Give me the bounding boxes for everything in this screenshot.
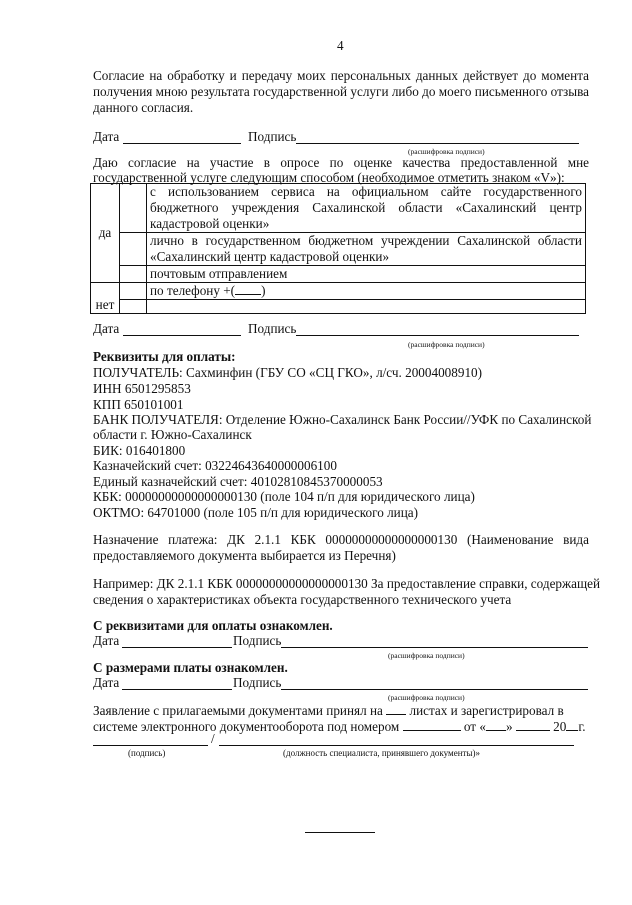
signature-label: Подпись [248, 129, 297, 144]
option-mail: почтовым отправлением [147, 266, 586, 283]
page-number: 4 [337, 38, 344, 53]
date-field[interactable] [123, 143, 241, 144]
payment-line: БИК: 016401800 [93, 443, 186, 458]
signature-field-2[interactable] [296, 335, 579, 336]
date-label-3: Дата [93, 633, 120, 648]
no-label: нет [91, 283, 120, 314]
signature-field[interactable] [296, 143, 579, 144]
decode-note: (расшифровка подписи) [408, 147, 485, 156]
date-label: Дата [93, 129, 120, 144]
date-label-4: Дата [93, 675, 120, 690]
signature-field-3[interactable] [281, 647, 588, 648]
survey-line2: государственной услуге следующим способом (необходимое отметить знаком «V»): [93, 170, 565, 185]
payment-line: Единый казначейский счет: 40102810845370000053 [93, 474, 383, 489]
date-field-3[interactable] [122, 647, 232, 648]
slash-separator: / [211, 731, 215, 746]
decode-note-3: (расшифровка подписи) [388, 651, 465, 660]
option-phone: по телефону +( ) [147, 283, 586, 300]
checkbox-site[interactable] [120, 184, 147, 233]
option-in-person: лично в государственном бюджетном учреждении Сахалинской области «Сахалинский центр кадастровой оценки» [147, 233, 586, 266]
sheet-count-field[interactable] [386, 714, 406, 715]
survey-line1: Даю согласие на участие в опросе по оценке качества предоставленной мне [93, 155, 589, 170]
signature-label-4: Подпись [233, 675, 282, 690]
checkbox-mail[interactable] [120, 266, 147, 283]
payment-line: Казначейский счет: 03224643640000006100 [93, 458, 337, 473]
registration-number-field[interactable] [403, 730, 461, 731]
checkbox-in-person[interactable] [120, 233, 147, 266]
sign-caption: (подпись) [128, 748, 166, 758]
date-label-2: Дата [93, 321, 120, 336]
registrar-position-field[interactable] [219, 745, 574, 746]
consent-period-line3: данного согласия. [93, 100, 194, 115]
option-none-cell [147, 300, 586, 314]
payment-line: КБК: 00000000000000000130 (поле 104 п/п для юридического лица) [93, 489, 475, 504]
payment-line: ОКТМО: 64701000 (поле 105 п/п для юридического лица) [93, 505, 419, 520]
consent-period-line2: получения мною результата государственной услуги либо до моего письменного отзыва [93, 84, 589, 99]
decode-note-4: (расшифровка подписи) [388, 693, 465, 702]
payment-example-line2: сведения о характеристиках объекта государственного технического учета [93, 592, 512, 607]
details-ack-title: С реквизитами для оплаты ознакомлен. [93, 618, 333, 633]
payment-line: области г. Южно-Сахалинск [93, 427, 252, 442]
checkbox-phone[interactable] [120, 283, 147, 300]
position-caption: (должность специалиста, принявшего документы)» [283, 748, 481, 758]
survey-options-table [90, 183, 586, 314]
decode-note-2: (расшифровка подписи) [408, 340, 485, 349]
yes-label: да [91, 184, 120, 283]
fees-ack-title: С размерами платы ознакомлен. [93, 660, 288, 675]
consent-period-line1: Согласие на обработку и передачу моих персональных данных действует до момента [93, 68, 589, 83]
signature-field-4[interactable] [281, 689, 588, 690]
day-field[interactable] [486, 730, 506, 731]
date-field-4[interactable] [122, 689, 232, 690]
signature-label-2: Подпись [248, 321, 297, 336]
signature-label-3: Подпись [233, 633, 282, 648]
phone-code-field[interactable] [235, 294, 261, 295]
payment-purpose-line1: Назначение платежа: ДК 2.1.1 КБК 00000000000000000130 (Наименование вида [93, 532, 589, 547]
payment-line: ПОЛУЧАТЕЛЬ: Сахминфин (ГБУ СО «СЦ ГКО», л/сч. 20004008910) [93, 365, 483, 380]
payment-title: Реквизиты для оплаты: [93, 349, 236, 364]
date-field-2[interactable] [123, 335, 241, 336]
payment-example-line1: Например: ДК 2.1.1 КБК 00000000000000000130 За предоставление справки, содержащей [93, 576, 601, 591]
payment-purpose-line2: предоставляемого документа выбирается из Перечня) [93, 548, 396, 563]
registrar-signature-field[interactable] [93, 745, 208, 746]
registration-line2: системе электронного документооборота под номером от « » 20 г. [93, 719, 586, 734]
payment-line: КПП 650101001 [93, 397, 184, 412]
footer-separator [305, 832, 375, 833]
month-field[interactable] [516, 730, 550, 731]
checkbox-none[interactable] [120, 300, 147, 314]
option-site: с использованием сервиса на официальном сайте государственного бюджетного учреждения Сахалинской области «Сахалинский центр кадастровой оценки» [147, 184, 586, 233]
payment-line: ИНН 6501295853 [93, 381, 191, 396]
payment-line: БАНК ПОЛУЧАТЕЛЯ: Отделение Южно-Сахалинск Банк России//УФК по Сахалинской [93, 412, 592, 427]
registration-line1: Заявление с прилагаемыми документами принял на листах и зарегистрировал в [93, 703, 564, 718]
year-field[interactable] [566, 730, 578, 731]
